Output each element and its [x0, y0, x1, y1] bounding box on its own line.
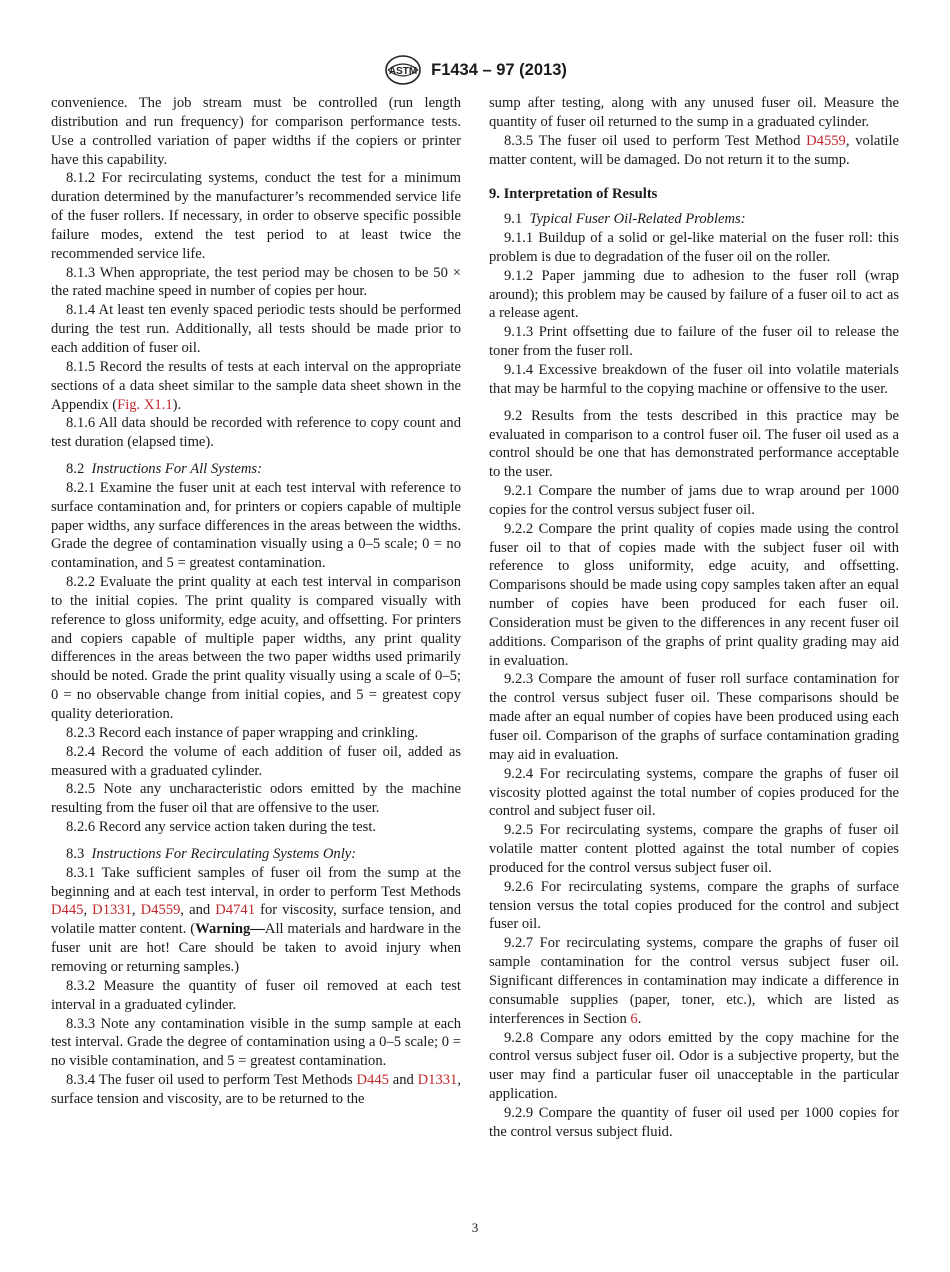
text-run: .	[637, 1010, 642, 1027]
paragraph-8-1-1-cont: convenience. The job stream must be controlled (run length distribution and run frequency) for comparison performance tests. Use a controlled variation of paper widths if the copiers or printer have this capability.	[51, 95, 461, 168]
warning-label: Warning—	[195, 921, 265, 938]
paragraph-9-1-1: 9.1.1 Buildup of a solid or gel-like material on the fuser roll: this problem is due to degradation of the fuser oil on the roller.	[489, 230, 899, 265]
paragraph-8-1-5	[51, 358, 461, 415]
paragraph-9-1-4: 9.1.4 Excessive breakdown of the fuser oil into volatile materials that may be harmful to the copying machine or offensive to the user.	[489, 361, 899, 397]
text-run: and	[388, 1072, 418, 1089]
paragraph-9-2-4: 9.2.4 For recirculating systems, compare the graphs of fuser oil viscosity plotted against the total number of copies produced for the control and subject fuser oil.	[489, 765, 899, 820]
standard-designation: F1434 – 97 (2013)	[431, 60, 567, 79]
paragraph-9-2-8: 9.2.8 Compare any odors emitted by the copy machine for the control versus subject fuser oil. Odor is a subjective property, but the user may find a particular fuser oil unacceptable in the particular application.	[489, 1029, 899, 1103]
text-run: 8.3.5 The fuser oil used to perform Test Method	[504, 132, 807, 149]
right-column	[489, 94, 899, 1142]
paragraph-8-1-4: 8.1.4 At least ten evenly spaced periodic tests should be performed during the test run. Additionally, all tests should be made prior to each addition of fuser oil.	[51, 302, 461, 356]
paragraph-8-3-5	[489, 132, 899, 170]
text-run: 8.3.4 The fuser oil used to perform Test Methods	[66, 1072, 357, 1089]
heading-9-1	[489, 210, 899, 229]
d445-link[interactable]: D445	[51, 902, 84, 919]
text-run: , and	[180, 902, 216, 919]
paragraph-8-2-3: 8.2.3 Record each instance of paper wrapping and crinkling.	[66, 724, 419, 741]
text-run: 8.3.1 Take sufficient samples of fuser oil from the sump at the beginning and at each test interval, in order to perform Test Methods	[51, 864, 461, 900]
paragraph-8-3-2: 8.3.2 Measure the quantity of fuser oil removed at each test interval in a graduated cylinder.	[51, 977, 461, 1013]
paragraph-9-2-6: 9.2.6 For recirculating systems, compare the graphs of surface tension versus the total copies produced for the control and subject fuser oil.	[489, 878, 899, 933]
paragraph-9-2: 9.2 Results from the tests described in this practice may be evaluated in comparison to a control fuser oil. The fuser oil used as a control should be one that has demonstrated performance acceptable to the user.	[489, 407, 899, 481]
paragraph-8-1-6: 8.1.6 All data should be recorded with reference to copy count and test duration (elapsed time).	[51, 415, 461, 451]
text-run: , surface tension and viscosity, are to be returned to the	[51, 1072, 461, 1107]
paragraph-9-2-3: 9.2.3 Compare the amount of fuser roll surface contamination for the control versus subject fuser oil. These comparisons should be made after an equal number of copies have been produced using each fuser oil. Comparison of the graphs of surface contamination grading may aid in evaluation.	[489, 671, 899, 763]
text-run: , volatile matter content, will be damaged. Do not return it to the sump.	[489, 132, 899, 168]
text-run: 8.1.5 Record the results of tests at each interval on the appropriate sections of a data sheet similar to the sample data sheet shown in the Appendix (	[51, 358, 461, 413]
d1331-link[interactable]: D1331	[417, 1072, 458, 1089]
text-run: 9.2.7 For recirculating systems, compare the graphs of fuser oil sample contamination for the control versus subject fuser oil. Significant differences in contamination may indicate a difference in consumable supplies (paper, toner, etc.), which are listed as interferences in Section	[489, 935, 899, 1027]
heading-8-3	[51, 845, 461, 864]
paragraph-9-2-7	[489, 934, 899, 1028]
astm-logo-icon	[383, 54, 423, 86]
paragraph-9-1-3: 9.1.3 Print offsetting due to failure of the fuser oil to release the toner from the fuser roll.	[489, 324, 899, 360]
paragraph-8-3-4-cont: sump after testing, along with any unused fuser oil. Measure the quantity of fuser oil returned to the sump in a graduated cylinder.	[489, 95, 899, 130]
paragraph-8-3-3: 8.3.3 Note any contamination visible in the sump sample at each test interval. Grade the degree of contamination using a 0–5 scale; 0 = no visible contamination, and 5 = greatest contamination.	[51, 1015, 461, 1070]
paragraph-9-2-9: 9.2.9 Compare the quantity of fuser oil used per 1000 copies for the control versus subject fluid.	[489, 1104, 899, 1140]
paragraph-9-2-5: 9.2.5 For recirculating systems, compare the graphs of fuser oil volatile matter content plotted against the total number of copies produced for the control versus subject fuser oil.	[489, 822, 899, 876]
section-9-heading: 9. Interpretation of Results	[489, 186, 658, 203]
paragraph-9-1-2: 9.1.2 Paper jamming due to adhesion to the fuser roll (wrap around); this problem may be caused by failure of a fuser oil to act as a release agent.	[489, 267, 899, 322]
logo-text: ASTM	[388, 66, 418, 77]
paragraph-9-2-2: 9.2.2 Compare the print quality of copies made using the control fuser oil to that of copies made with the subject fuser oil with reference to gloss uniformity, edge acuity, and offsetting. Comparisons should be made using copy samples taken after an equal number of copies have been produced for each fuser oil. Consideration must be given to the differences in any recent fuser oil additions. Comparison of the graphs of print quality grading may aid in evaluation.	[489, 520, 899, 669]
page-header	[0, 54, 950, 86]
text-run: for viscosity, surface tension, and volatile matter content. (	[51, 902, 462, 938]
heading-number: 8.2	[66, 461, 85, 478]
section-6-link[interactable]: 6	[630, 1010, 638, 1027]
paragraph-9-2-1: 9.2.1 Compare the number of jams due to wrap around per 1000 copies for the control versus subject fuser oil.	[489, 483, 899, 518]
heading-title: Instructions For Recirculating Systems Only:	[91, 845, 357, 862]
page-number: 3	[471, 1220, 479, 1235]
left-column	[51, 94, 461, 1109]
text-run: All materials and hardware in the fuser unit are hot! Care should be taken to avoid injury when removing or returning samples.)	[51, 921, 461, 975]
d445-link[interactable]: D445	[356, 1072, 389, 1089]
paragraph-8-1-3: 8.1.3 When appropriate, the test period may be chosen to be 50 × the rated machine speed in number of copies per hour.	[51, 264, 461, 300]
text-run: ,	[131, 902, 141, 919]
d4741-link[interactable]: D4741	[215, 902, 255, 919]
d1331-link[interactable]: D1331	[92, 902, 132, 919]
paragraph-8-2-1: 8.2.1 Examine the fuser unit at each test interval with reference to surface contamination and, for printers or copiers capable of multiple paper widths, any surface differences in the areas between the widths. Grade the degree of contamination visually using a 0–5 scale; 0 = no contamination, and 5 = greatest contamination.	[51, 479, 461, 572]
paragraph-8-3-4	[51, 1071, 461, 1109]
d4559-link[interactable]: D4559	[140, 902, 181, 919]
paragraph-8-1-2: 8.1.2 For recirculating systems, conduct the test for a minimum duration determined by the manufacturer’s recommended service life of the fuser rollers. If necessary, in order to observe specific possible failure modes, extend the test period to at least twice the recommended service life.	[51, 170, 461, 262]
paragraph-8-2-4: 8.2.4 Record the volume of each addition of fuser oil, added as measured with a graduated cylinder.	[51, 743, 461, 779]
heading-number: 9.1	[504, 211, 523, 228]
heading-title: Typical Fuser Oil-Related Problems:	[529, 211, 746, 228]
heading-number: 8.3	[66, 845, 85, 862]
paragraph-8-2-6: 8.2.6 Record any service action taken during the test.	[66, 819, 377, 836]
paragraph-8-2-2: 8.2.2 Evaluate the print quality at each test interval in comparison to the initial copies. The print quality is compared visually with reference to gloss uniformity, edge acuity, and offsetting. For printers and copiers capable of multiple paper widths, any print quality differences in the areas between the two paper widths used primarily should be noted. Grade the print quality visually using a scale of 0–5; 0 = no observable change from initial copies, and 5 = greatest copy quality deterioration.	[51, 574, 461, 722]
text-run: ,	[83, 902, 93, 919]
fig-x1-1-link[interactable]: Fig. X1.1	[117, 396, 173, 413]
heading-title: Instructions For All Systems:	[91, 461, 262, 478]
paragraph-8-2-5: 8.2.5 Note any uncharacteristic odors emitted by the machine resulting from the fuser oil that are offensive to the user.	[51, 781, 461, 817]
d4559-link[interactable]: D4559	[806, 132, 846, 149]
heading-8-2	[51, 460, 461, 479]
paragraph-8-3-1	[51, 864, 461, 977]
text-run: ).	[172, 396, 182, 413]
